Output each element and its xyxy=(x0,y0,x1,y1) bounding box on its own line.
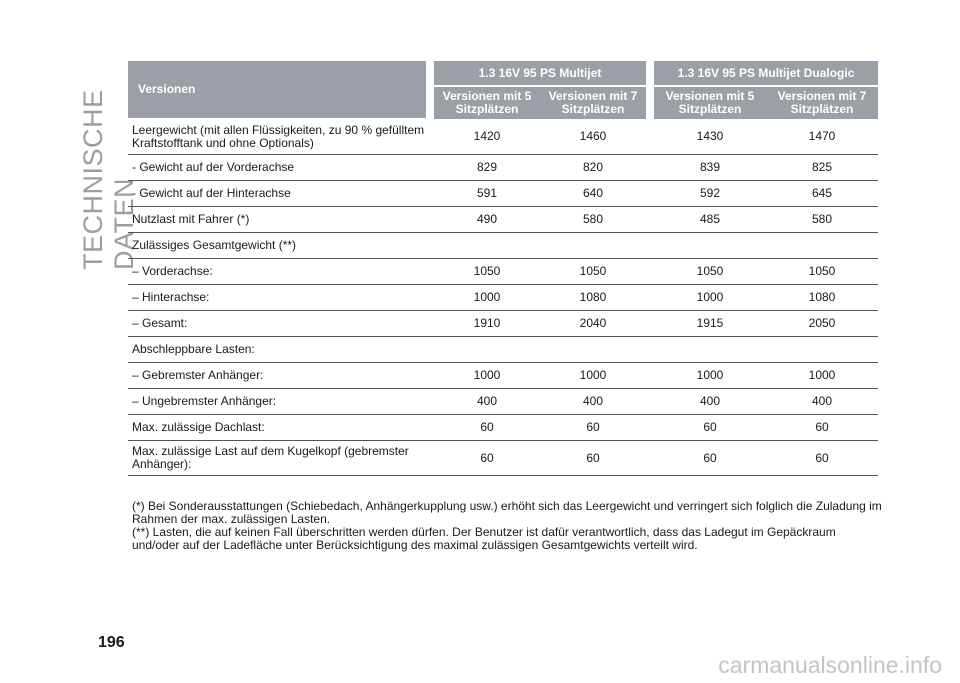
row-value xyxy=(540,233,646,259)
row-value: 400 xyxy=(434,389,540,415)
table-row xyxy=(128,207,878,233)
table-row xyxy=(128,363,878,389)
row-value: 580 xyxy=(766,207,878,233)
row-value: 490 xyxy=(434,207,540,233)
row-value xyxy=(654,337,766,363)
row-value: 1460 xyxy=(540,119,646,155)
row-value: 839 xyxy=(654,155,766,181)
row-label: Leergewicht (mit allen Flüssigkeiten, zu 90 % gefülltem Kraftstofftank und ohne Optionals) xyxy=(128,119,426,155)
row-value: 60 xyxy=(540,441,646,476)
header-multijet-7-seats: Versionen mit 7 Sitzplätzen xyxy=(540,86,646,119)
table-row xyxy=(128,155,878,181)
table-row xyxy=(128,389,878,415)
row-value: 1000 xyxy=(434,285,540,311)
row-value: 60 xyxy=(654,415,766,441)
row-label: – Gesamt: xyxy=(128,311,426,337)
row-label: – Vorderachse: xyxy=(128,259,426,285)
row-value: 1050 xyxy=(766,259,878,285)
row-label: Nutzlast mit Fahrer (*) xyxy=(128,207,426,233)
row-value: 2050 xyxy=(766,311,878,337)
row-value: 1420 xyxy=(434,119,540,155)
row-value: 645 xyxy=(766,181,878,207)
row-value: 1000 xyxy=(654,285,766,311)
table-row xyxy=(128,337,878,363)
row-label: – Gebremster Anhänger: xyxy=(128,363,426,389)
row-value: 1910 xyxy=(434,311,540,337)
footnotes xyxy=(132,500,882,552)
weights-table xyxy=(128,61,878,476)
row-label: – Ungebremster Anhänger: xyxy=(128,389,426,415)
row-value: 1470 xyxy=(766,119,878,155)
row-value: 1000 xyxy=(654,363,766,389)
row-value xyxy=(434,337,540,363)
row-value xyxy=(766,233,878,259)
header-multijet-5-seats: Versionen mit 5 Sitzplätzen xyxy=(434,86,540,119)
row-value: 580 xyxy=(540,207,646,233)
table-row xyxy=(128,233,878,259)
row-value: 60 xyxy=(654,441,766,476)
watermark: carmanualsonline.info xyxy=(718,652,942,678)
row-label: Zulässiges Gesamtgewicht (**) xyxy=(128,233,426,259)
row-value: 485 xyxy=(654,207,766,233)
header-dualogic-5-seats: Versionen mit 5 Sitzplätzen xyxy=(654,86,766,119)
row-value: 1915 xyxy=(654,311,766,337)
row-value: 60 xyxy=(540,415,646,441)
table-row xyxy=(128,259,878,285)
footnote-1: (*) Bei Sonderausstattungen (Schiebedach, Anhängerkupplung usw.) erhöht sich das Leergewicht und verringert sich folglich die Zuladung im Rahmen der max. zulässigen Lasten. xyxy=(132,499,882,526)
row-value xyxy=(766,337,878,363)
row-value: 60 xyxy=(434,415,540,441)
row-value xyxy=(434,233,540,259)
footnote-2: (**) Lasten, die auf keinen Fall überschritten werden dürfen. Der Benutzer ist dafür verantwortlich, dass das Ladegut im Gepäckraum und/oder auf der Ladefläche unter Berücksichtigung des maximal zulässigen Gesamtgewichts verteilt wird. xyxy=(132,525,836,552)
row-value: 60 xyxy=(766,415,878,441)
row-value: 820 xyxy=(540,155,646,181)
row-value: 400 xyxy=(766,389,878,415)
row-value: 2040 xyxy=(540,311,646,337)
header-versions: Versionen xyxy=(128,61,426,119)
header-dualogic-7-seats: Versionen mit 7 Sitzplätzen xyxy=(766,86,878,119)
row-label: – Hinterachse: xyxy=(128,285,426,311)
row-value: 1050 xyxy=(434,259,540,285)
row-value: 1000 xyxy=(434,363,540,389)
row-label: - Gewicht auf der Vorderachse xyxy=(128,155,426,181)
table-row xyxy=(128,311,878,337)
row-value: 400 xyxy=(540,389,646,415)
row-value: 1000 xyxy=(540,363,646,389)
row-label: Max. zulässige Dachlast: xyxy=(128,415,426,441)
row-value: 1050 xyxy=(540,259,646,285)
row-value: 60 xyxy=(766,441,878,476)
row-value: 1430 xyxy=(654,119,766,155)
row-label: Max. zulässige Last auf dem Kugelkopf (gebremster Anhänger): xyxy=(128,441,426,476)
row-value: 829 xyxy=(434,155,540,181)
table-row xyxy=(128,415,878,441)
row-value: 1080 xyxy=(540,285,646,311)
header-engine-dualogic: 1.3 16V 95 PS Multijet Dualogic xyxy=(654,61,878,86)
row-label: - Gewicht auf der Hinterachse xyxy=(128,181,426,207)
row-value: 60 xyxy=(434,441,540,476)
table-row xyxy=(128,119,878,155)
row-value: 1080 xyxy=(766,285,878,311)
row-value: 640 xyxy=(540,181,646,207)
row-value xyxy=(540,337,646,363)
row-value: 1050 xyxy=(654,259,766,285)
table-row xyxy=(128,181,878,207)
row-value: 825 xyxy=(766,155,878,181)
row-value: 400 xyxy=(654,389,766,415)
row-value: 591 xyxy=(434,181,540,207)
row-value: 1000 xyxy=(766,363,878,389)
row-value: 592 xyxy=(654,181,766,207)
table-row xyxy=(128,441,878,476)
row-label: Abschleppbare Lasten: xyxy=(128,337,426,363)
page-number: 196 xyxy=(98,634,125,651)
header-engine-multijet: 1.3 16V 95 PS Multijet xyxy=(434,61,646,86)
table-row xyxy=(128,285,878,311)
row-value xyxy=(654,233,766,259)
section-title: TECHNISCHE DATEN xyxy=(78,89,139,270)
